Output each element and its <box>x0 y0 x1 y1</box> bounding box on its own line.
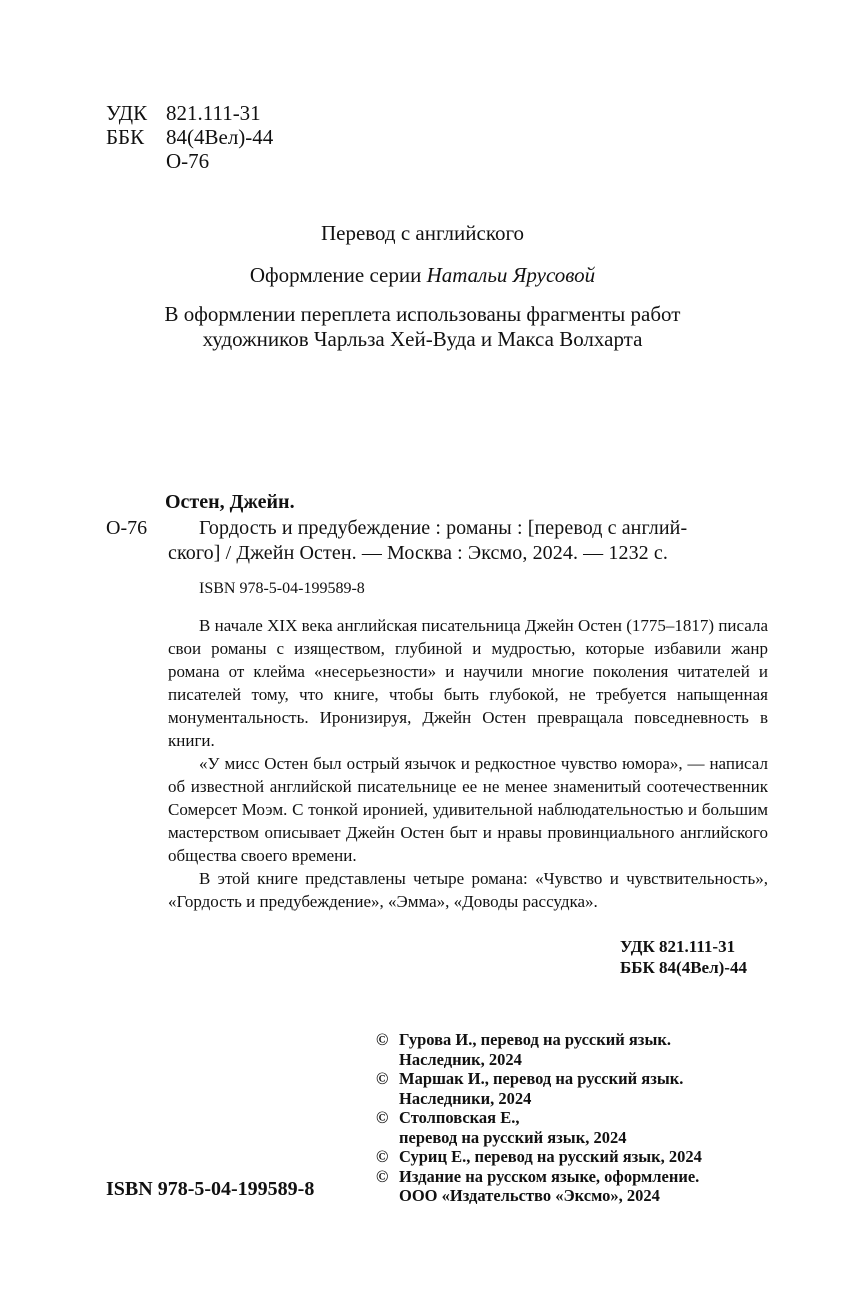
bbk-code: ББК 84(4Вел)-44 <box>620 958 747 977</box>
binding-credit-line1: В оформлении переплета использованы фрагменты работ <box>164 302 681 326</box>
copyright-line: перевод на русский язык, 2024 <box>399 1127 627 1147</box>
catalog-title-line2: ского] / Джейн Остен. — Москва : Эксмо, 2024. — 1232 с. <box>168 542 668 564</box>
series-design-credit <box>0 263 845 287</box>
copyright-symbol: © <box>376 1166 389 1186</box>
udk-label: УДК <box>106 101 148 125</box>
copyright-item <box>376 1069 796 1108</box>
translation-credit: Перевод с английского <box>320 221 525 245</box>
copyright-item <box>376 1108 796 1147</box>
catalog-author: Остен, Джейн. <box>165 491 295 513</box>
author-sign: О-76 <box>166 149 210 173</box>
copyright-line: ООО «Издательство «Эксмо», 2024 <box>399 1186 660 1205</box>
classification-codes <box>620 936 747 978</box>
bbk-value: 84(4Вел)-44 <box>166 125 274 149</box>
copyright-line: Наследники, 2024 <box>399 1088 532 1108</box>
series-designer: Натальи Ярусовой <box>426 263 596 287</box>
copyright-symbol: © <box>376 1147 389 1166</box>
annotation <box>168 614 768 913</box>
copyright-line: Наследник, 2024 <box>399 1049 522 1069</box>
author-sign-line <box>106 149 273 173</box>
copyright-symbol: © <box>376 1108 389 1127</box>
bbk-label: ББК <box>106 125 145 149</box>
copyright-line: Столповская Е., <box>399 1108 520 1127</box>
catalog-isbn: ISBN 978-5-04-199589-8 <box>199 580 365 597</box>
catalog-index-sign: О-76 <box>106 517 148 539</box>
bbk-line <box>106 125 273 149</box>
copyright-symbol: © <box>376 1069 389 1088</box>
annotation-paragraph: «У мисс Остен был острый язычок и редкостное чувство юмора», — написал об известной английской писательнице ее не менее знаменитый соотечественник Сомерсет Моэм. С тонкой иронией, удивительной наблюдательностью и большим мастерством описывает Джейн Остен быт и нравы провинциального английского общества своего времени. <box>168 754 768 865</box>
copyright-item <box>376 1147 796 1167</box>
copyright-symbol: © <box>376 1030 389 1049</box>
copyright-item <box>376 1030 796 1069</box>
copyright-list <box>376 1030 796 1206</box>
copyright-line: Гурова И., перевод на русский язык. <box>399 1030 671 1049</box>
classification-block <box>106 101 273 173</box>
udk-value: 821.111-31 <box>166 101 261 125</box>
copyright-line: Маршак И., перевод на русский язык. <box>399 1069 684 1088</box>
annotation-paragraph: В начале XIX века английская писательница Джейн Остен (1775–1817) писала свои романы с изяществом, глубиной и мудростью, которые избавили жанр романа от клейма «несерьезности» и научили многие поколения читателей и писателей тому, что книге, чтобы быть глубокой, не требуется напыщенная монументальность. Иронизируя, Джейн Остен превращала повседневность в книги. <box>168 616 768 750</box>
binding-credit-line2: художников Чарльза Хей-Вуда и Макса Волхарта <box>202 327 643 351</box>
copyright-line: Издание на русском языке, оформление. <box>399 1166 700 1186</box>
isbn-footer: ISBN 978-5-04-199589-8 <box>106 1178 315 1200</box>
copyright-line: Суриц Е., перевод на русский язык, 2024 <box>399 1147 702 1166</box>
series-prefix: Оформление серии <box>249 263 422 287</box>
udk-line <box>106 101 273 125</box>
catalog-title-line1: Гордость и предубеждение : романы : [перевод с англий- <box>199 517 688 539</box>
copyright-item <box>376 1167 796 1206</box>
udk-code: УДК 821.111-31 <box>620 937 736 956</box>
annotation-paragraph: В этой книге представлены четыре романа: «Чувство и чувствительность», «Гордость и предубеждение», «Эмма», «Доводы рассудка». <box>168 869 768 911</box>
